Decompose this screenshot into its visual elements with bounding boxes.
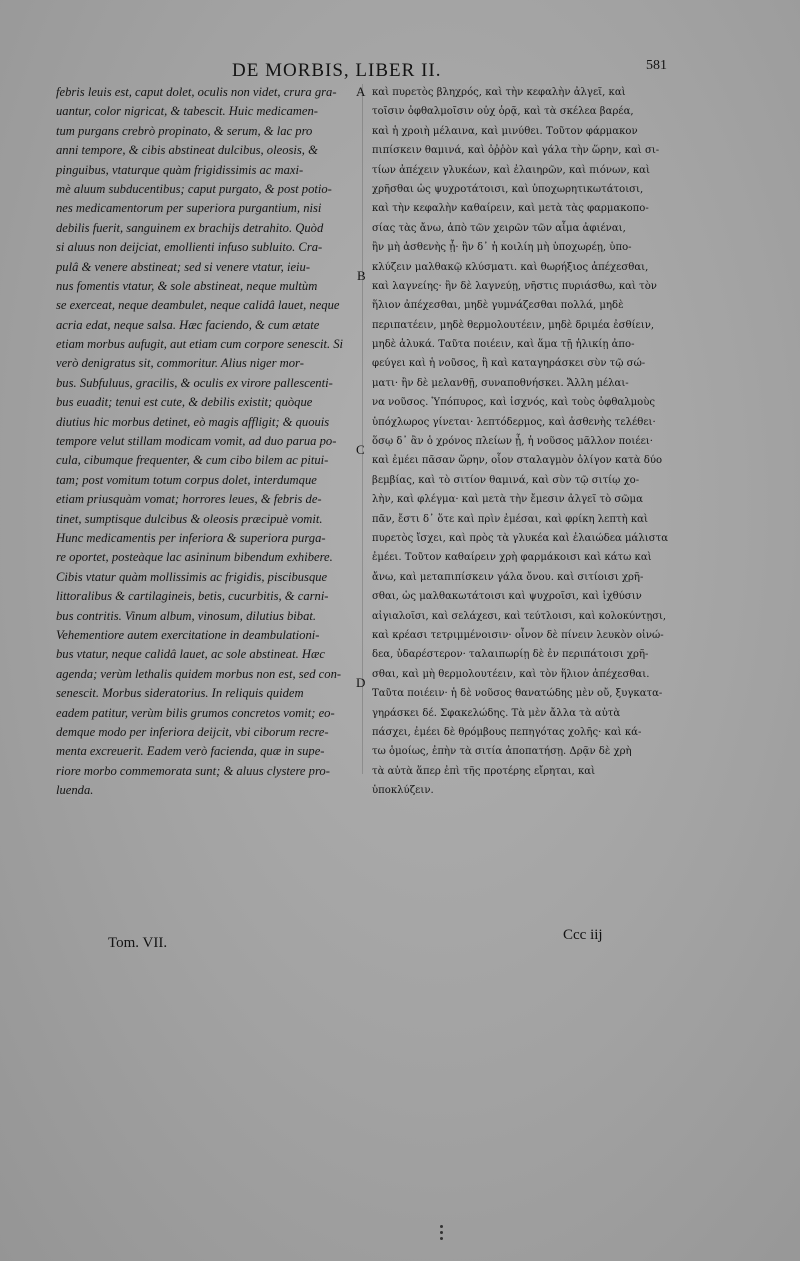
greek-text-line: τὰ αὐτὰ ἅπερ ἐπὶ τῆς προτέρης εἴρηται, καὶ	[372, 765, 596, 777]
greek-text-line: τω ὁμοίως, ἐπὴν τὰ σιτία ἀποπατήσῃ. Δρᾷν δὲ χρὴ	[372, 746, 632, 758]
latin-text-line: bus euadit; tenui est cute, & debilis existit; quòque	[56, 395, 313, 410]
greek-text-line: μηδὲ ἁλυκά. Ταῦτα ποιέειν, καὶ ἅμα τῇ ἡλικίῃ ἀπο-	[372, 339, 635, 351]
latin-text-line: si aluus non deijciat, emollienti infuso subluito. Cra-	[56, 240, 323, 255]
latin-text-line: re oportet, posteàque lac asininum bibendum exhibere.	[56, 550, 333, 565]
latin-text-line: mè aluum subducentibus; caput purgato, & post potio-	[56, 181, 332, 196]
greek-text-line: ἥλιον ἀπέχεσθαι, μηδὲ γυμνάζεσθαι πολλά, μηδὲ	[372, 300, 624, 312]
greek-text-line: να νοῦσος. Ὑπόπυρος, καὶ ἰσχνός, καὶ τοὺς ὀφθαλμοὺς	[372, 397, 656, 409]
greek-text-line: ἄνω, καὶ μεταπιπίσκειν γάλα ὄνου. καὶ σιτίοισι χρῆ-	[372, 571, 644, 583]
latin-text-line: eadem patitur, verùm bilis grumos concretos vomit; eo-	[56, 705, 335, 720]
latin-text-line: Cibis vtatur quàm mollissimis ac frigidis, piscibusque	[56, 569, 328, 584]
greek-text-line: σθαι, καὶ μὴ θερμολουτέειν, καὶ τὸν ἥλιον ἀπέχεσθαι.	[372, 668, 650, 680]
latin-text-line: verò denigratus sit, commoritur. Alius niger mor-	[56, 356, 304, 371]
greek-text-line: περιπατέειν, μηδὲ θερμολουτέειν, μηδὲ δριμέα ἐσθίειν,	[372, 319, 655, 331]
latin-text-line: littoralibus & cartilagineis, betis, cucurbitis, & carni-	[56, 589, 329, 604]
greek-text-line: τοῖσιν ὀφθαλμοῖσιν οὐχ ὁρᾷ, καὶ τὰ σκέλεα βαρέα,	[372, 106, 634, 118]
greek-text-line: Ταῦτα ποιέειν· ἡ δὲ νοῦσος θανατώδης μὲν οὔ, ξυγκατα-	[372, 688, 663, 700]
latin-text-line: etiam morbus aufugit, aut etiam cum corpore senescit. Si	[56, 337, 344, 352]
running-header-title: DE MORBIS, LIBER II.	[232, 60, 442, 81]
latin-text-line: bus. Subfuluus, gracilis, & oculis ex virore pallescenti-	[56, 375, 333, 390]
latin-text-line: riore morbo commemorata sunt; & aluus clystere pro-	[56, 763, 330, 778]
greek-text-line: τίων ἀπέχειν γλυκέων, καὶ ἐλαιηρῶν, καὶ πιόνων, καὶ	[372, 164, 650, 176]
greek-text-line: πυρετὸς ἴσχει, καὶ πρὸς τὰ γλυκέα καὶ ἐλαιώδεα μάλιστα	[372, 532, 669, 544]
greek-text-line: βεμβίας, καὶ τὸ σιτίον θαμινά, καὶ σὺν τῷ σιτίῳ χο-	[372, 474, 640, 486]
greek-text-line: χρῆσθαι ὡς ψυχροτάτοισι, καὶ ὑποχωρητικωτάτοισι,	[372, 183, 644, 195]
greek-text-line: πᾶν, ἔστι δ᾽ ὅτε καὶ πρὶν ἐμέσαι, καὶ φρίκη λεπτὴ καὶ	[372, 513, 648, 525]
greek-text-line: πάσχει, ἐμέει δὲ θρόμβους πεπηγότας χολῆς· καὶ κά-	[372, 726, 642, 738]
latin-text-line: nus fomentis vtatur, & sole abstineat, neque multùm	[56, 278, 318, 293]
margin-marker-a: A	[356, 84, 366, 99]
margin-marker-d: D	[356, 675, 366, 690]
greek-text-line: ὑποκλύζειν.	[372, 785, 434, 797]
greek-text-line: ματι· ἢν δὲ μελανθῇ, συναποθνήσκει. Ἄλλη μέλαι-	[372, 377, 629, 389]
greek-text-line: λὴν, καὶ φλέγμα· καὶ μετὰ τὴν ἔμεσιν ἀλγεῖ τὸ σῶμα	[372, 494, 643, 506]
latin-text-line: senescit. Morbus sideratorius. In reliquis quidem	[56, 686, 304, 701]
latin-text-line: etiam priusquàm vomat; horrores leues, & febris de-	[56, 492, 322, 507]
greek-text-line: κλύζειν μαλθακῷ κλύσματι. καὶ θωρήξιος ἀπέχεσθαι,	[372, 261, 649, 273]
latin-text-line: febris leuis est, caput dolet, oculis non videt, crura gra-	[56, 85, 337, 99]
latin-text-line: tinet, sumptisque dulcibus & oleosis præcipuè vomit.	[56, 511, 323, 526]
latin-text-line: agenda; verùm lethalis quidem morbus non est, sed con-	[56, 666, 342, 681]
greek-text-column	[372, 83, 668, 800]
latin-text-line: nes medicamentorum per superiora purgantium, nisi	[56, 201, 322, 216]
latin-text-line: Vehementiore autem exercitatione in deambulationi-	[56, 627, 320, 642]
latin-text-line: tum purgans crebrò propinato, & serum, & lac pro	[56, 123, 313, 138]
greek-text-line: πιπίσκειν θαμινά, καὶ ὀῤῥὸν καὶ γάλα τὴν ὥρην, καὶ σι-	[372, 145, 660, 157]
latin-text-line: luenda.	[56, 783, 94, 798]
greek-text-line: καὶ λαγνείης· ἢν δὲ λαγνεύῃ, νῆστις πυριάσθω, καὶ τὸν	[372, 280, 657, 292]
greek-text-line: σθαι, ὡς μαλθακωτάτοισι καὶ ψυχροῖσι, καὶ ἰχθύσιν	[372, 591, 642, 603]
greek-text-line: καὶ πυρετὸς βληχρός, καὶ τὴν κεφαλὴν ἀλγεῖ, καὶ	[372, 87, 626, 98]
latin-text-line: anni tempore, & cibis abstineat dulcibus, oleosis, &	[56, 143, 318, 158]
greek-text-line: δεα, ὑδαρέστερον· ταλαιπωρίῃ δὲ ἐν περιπάτοισι χρῆ-	[372, 649, 649, 661]
greek-text-line: γηράσκει δέ. Σφακελώδης. Τὰ μὲν ἄλλα τὰ αὐτὰ	[372, 707, 621, 719]
latin-text-line: diutius hic morbus detinet, eò magis affligit; & quouis	[56, 414, 330, 429]
greek-text-line: ὑπόχλωρος γίνεται· λεπτόδερμος, καὶ ἀσθενὴς τελέθει·	[372, 416, 656, 428]
latin-text-line: Hunc medicamentis per inferiora & superiora purga-	[56, 530, 326, 545]
latin-text-line: menta excreuerit. Eadem verò facienda, quæ in supe-	[56, 744, 325, 759]
latin-text-line: pulâ & venere abstineat; sed si venere vtatur, ieiu-	[56, 259, 311, 274]
latin-text-line: tam; post vomitum totum corpus dolet, interdumque	[56, 472, 317, 487]
greek-text-line: αἰγιαλοῖσι, καὶ σελάχεσι, καὶ τεύτλοισι, καὶ κολοκύντῃσι,	[372, 610, 666, 622]
greek-text-line: φεύγει καὶ ἡ νοῦσος, ἢ καὶ καταγηράσκει σὺν τῷ σώ-	[372, 358, 646, 370]
greek-text-line: καὶ κρέασι τετριμμένοισιν· οἶνον δὲ πίνειν λευκὸν οἰνώ-	[372, 629, 664, 641]
latin-text-line: acria edat, neque salsa. Hæc faciendo, & cum ætate	[56, 317, 320, 332]
greek-text-line: καὶ τὴν κεφαλὴν καθαίρειν, καὶ μετὰ τὰς φαρμακοπο-	[372, 203, 649, 215]
greek-text-line: ἢν μὴ ἀσθενὴς ᾖ· ἢν δ᾽ ἡ κοιλίη μὴ ὑποχωρέῃ, ὑπο-	[372, 242, 632, 254]
latin-text-line: cula, cibumque frequenter, & cum cibo bilem ac pitui-	[56, 453, 329, 468]
greek-text-line: ὅσῳ δ᾽ ἂν ὁ χρόνος πλείων ᾖ, ἡ νοῦσος μᾶλλον ποιέει·	[372, 436, 653, 448]
latin-text-line: tempore velut stillam modicam vomit, ad duo parua po-	[56, 434, 337, 449]
latin-text-line: pinguibus, vtaturque quàm frigidissimis ac maxi-	[56, 162, 304, 177]
margin-marker-c: C	[356, 442, 365, 457]
greek-text-line: καὶ ἡ χροιὴ μέλαινα, καὶ μινύθει. Τοῦτον φάρμακον	[372, 125, 638, 137]
bottom-ornament-dots	[438, 1222, 444, 1243]
latin-text-line: bus contritis. Vinum album, vinosum, dilutius bibat.	[56, 608, 317, 623]
latin-text-line: uantur, color nigricat, & tabescit. Huic medicamen-	[56, 104, 318, 119]
page-number: 581	[646, 58, 667, 73]
footer-volume: Tom. VII.	[108, 935, 168, 951]
latin-text-line: demque modo per inferiora deijcit, vbi ciborum recre-	[56, 724, 329, 739]
column-divider	[362, 84, 363, 774]
greek-text-line: ἐμέει. Τοῦτον καθαίρειν χρὴ φαρμάκοισι καὶ κάτω καὶ	[372, 552, 652, 564]
latin-text-line: bus vtatur, neque calidâ lauet, ac sole abstineat. Hæc	[56, 647, 325, 662]
footer-signature: Ccc iij	[563, 927, 603, 943]
latin-text-line: debilis fuerit, sanguinem ex brachijs detrahito. Quòd	[56, 220, 324, 235]
latin-text-line: se exerceat, neque deambulet, neque calidâ lauet, neque	[56, 298, 340, 313]
margin-marker-b: B	[357, 268, 366, 283]
latin-text-column	[56, 83, 352, 800]
greek-text-line: καὶ ἐμέει πᾶσαν ὥρην, οἷον σταλαγμὸν ὀλίγον κατὰ δύο	[372, 455, 663, 467]
greek-text-line: σίας τὰς ἄνω, ἀπὸ τῶν χειρῶν τῶν αἷμα ἀφιέναι,	[372, 222, 626, 234]
